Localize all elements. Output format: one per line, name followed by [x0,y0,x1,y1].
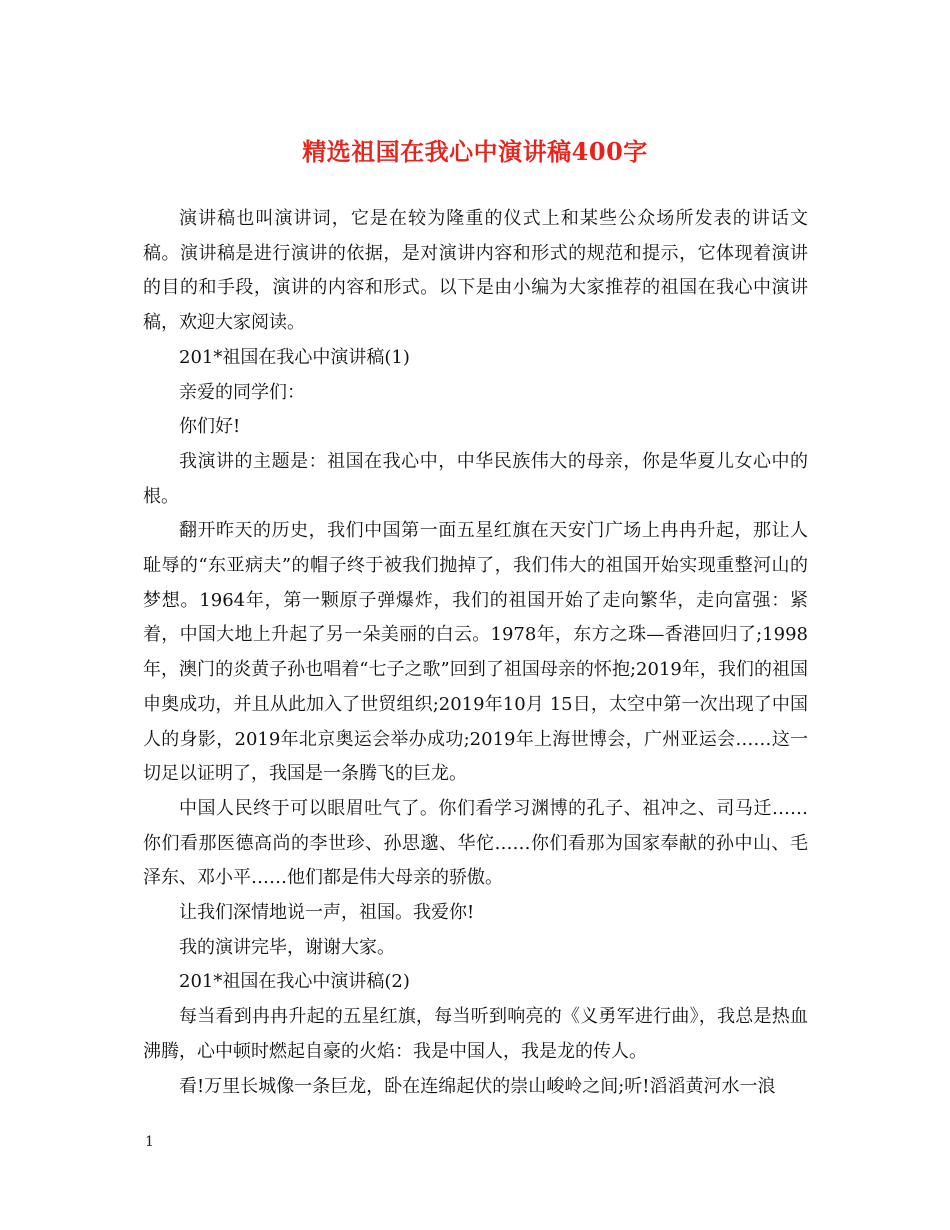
paragraph-section-heading-1: 201*祖国在我心中演讲稿(1) [179,346,410,368]
paragraph-intro: 演讲稿也叫演讲词，它是在较为隆重的仪式上和某些公众场所发表的讲话文稿。演讲稿是进行演讲的依据，是对演讲内容和形式的规范和提示，它体现着演讲的目的和手段，演讲的内容和形式。以下是由小编为大家推荐的祖国在我心中演讲稿，欢迎大家阅读。 [143,208,808,334]
paragraph-greeting: 你们好! [179,416,241,438]
paragraph-love: 让我们深情地说一声，祖国。我爱你! [179,902,475,924]
paragraph-theme: 我演讲的主题是：祖国在我心中，中华民族伟大的母亲，你是华夏儿女心中的根。 [143,450,808,507]
paragraph-closing: 我的演讲完毕，谢谢大家。 [179,936,395,958]
paragraph-flag: 每当看到冉冉升起的五星红旗，每当听到响亮的《义勇军进行曲》，我总是热血沸腾，心中顿时燃起自豪的火焰：我是中国人，我是龙的传人。 [143,1006,808,1062]
paragraph-history: 翻开昨天的历史，我们中国第一面五星红旗在天安门广场上冉冉升起，那让人耻辱的“东亚病夫”的帽子终于被我们抛掉了，我们伟大的祖国开始实现重整河山的梦想。1964年，第一颗原子弹爆炸，我们的祖国开始了走向繁华，走向富强：紧着，中国大地上升起了另一朵美丽的白云。1978年，东方之珠—香港回归了;1998年，澳门的炎黄子孙也唱着“七子之歌”回到了祖国母亲的怀抱;2019年，我们的祖国申奥成功，并且从此加入了世贸组织;2019年10月 15日，太空中第一次出现了中国人的身影，2019年北京奥运会举办成功;2019年上海世博会，广州亚运会……这一切足以证明了，我国是一条腾飞的巨龙。 [143,520,808,785]
paragraph-great-wall: 看!万里长城像一条巨龙，卧在连绵起伏的崇山峻岭之间;听!滔滔黄河水一浪 [179,1075,776,1097]
page-number: 1 [145,1134,154,1150]
paragraph-section-heading-2: 201*祖国在我心中演讲稿(2) [179,971,410,993]
document-title: 精选祖国在我心中演讲稿400字 [302,137,648,166]
paragraph-salutation: 亲爱的同学们： [179,381,305,403]
paragraph-pride: 中国人民终于可以眼眉吐气了。你们看学习渊博的孔子、祖冲之、司马迁……你们看那医德高尚的李世珍、孙思邈、华佗……你们看那为国家奉献的孙中山、毛泽东、邓小平……他们都是伟大母亲的骄傲。 [143,797,808,889]
document-body [143,202,808,1104]
